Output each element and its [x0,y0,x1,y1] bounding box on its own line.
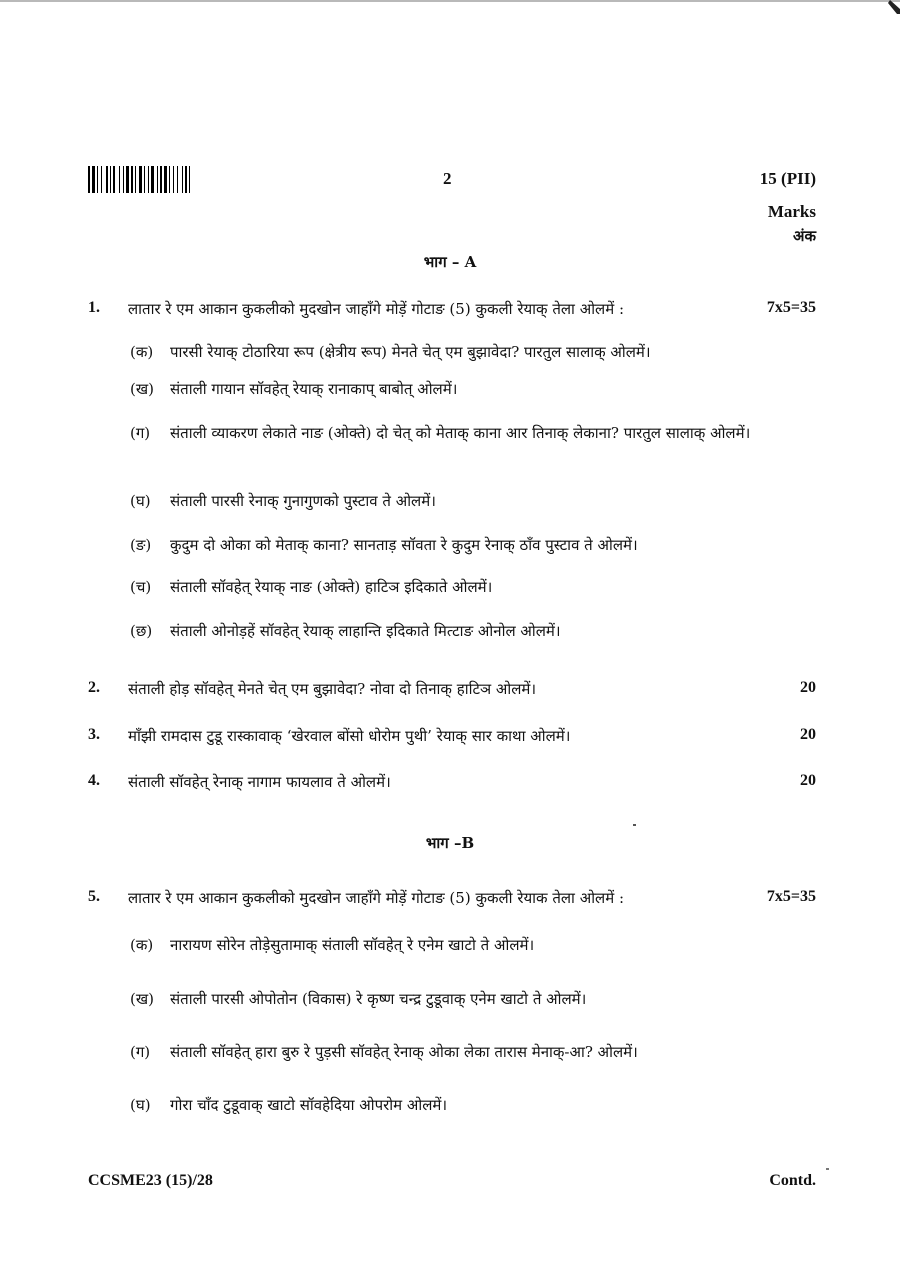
question-number: 4. [88,772,100,789]
subquestion-5-kha [130,984,820,1014]
question-number: 1. [88,299,100,316]
subquestion-label: (क) [130,936,154,954]
subquestion-1-cha [130,572,820,602]
top-border-line [0,0,900,2]
subquestion-label: (घ) [130,1096,151,1114]
subquestion-label: (ग) [130,1043,151,1061]
subquestion-text: गोरा चाँद टुडूवाक् खाटो सॉवहेदिया ओपरोम ओलमें। [170,1096,448,1114]
subquestion-text: संताली सॉवहेत् हारा बुरु रे पुड़सी सॉवहेत् रेनाक् ओका लेका तारास मेनाक्-आ? ओलमें। [170,1043,638,1061]
section-a-title: भाग – A [423,253,477,271]
subquestion-label: (ख) [130,990,154,1008]
question-marks: 20 [800,772,816,789]
question-marks: 20 [800,726,816,743]
question-marks: 7x5=35 [766,888,816,905]
subquestion-label: (ग) [130,424,151,442]
question-marks: 20 [800,679,816,696]
question-marks: 7x5=35 [766,299,816,316]
subquestion-5-gha [130,1090,820,1120]
paper-code: 15 (PII) [759,169,816,188]
question-3 [0,726,900,754]
subquestion-text: कुदुम दो ओका को मेताक् काना? सानताड़ सॉवता रे कुदुम रेनाक् ठाँव पुस्टाव ते ओलमें। [170,536,638,554]
question-number: 5. [88,888,100,905]
subquestion-label: (क) [130,343,154,361]
subquestion-1-chha [130,616,820,646]
subquestion-1-ka [130,337,820,367]
subquestion-label: (ख) [130,380,154,398]
footer-code: CCSME23 (15)/28 [88,1172,213,1189]
speck [633,824,636,826]
subquestion-1-ga [130,418,820,448]
subquestion-text: संताली सॉवहेत् रेयाक् नाङ (ओक्ते) हाटिञ इदिकाते ओलमें। [170,578,493,596]
question-5 [0,888,900,916]
marks-label-hindi: अंक [793,227,816,245]
speck [826,1168,829,1170]
section-b-title: भाग –B [425,834,475,852]
page-number: 2 [443,169,452,188]
question-number: 2. [88,679,100,696]
subquestion-text: पारसी रेयाक् टोठारिया रूप (क्षेत्रीय रूप) मेनते चेत् एम बुझावेदा? पारतुल सालाक् ओलमें। [170,343,651,361]
continued-label: Contd. [769,1172,816,1189]
subquestion-text: नारायण सोरेन तोड़ेसुतामाक् संताली सॉवहेत् रे एनेम खाटो ते ओलमें। [170,936,535,954]
corner-mark [888,0,900,14]
subquestion-1-nga [130,530,820,560]
subquestion-5-ka [130,930,820,960]
subquestion-text: संताली व्याकरण लेकाते नाङ (ओक्ते) दो चेत् को मेताक् काना आर तिनाक् लेकाना? पारतुल सालाक् ओलमें। [170,424,751,442]
question-1 [0,299,900,327]
subquestion-text: संताली गायान सॉवहेत् रेयाक् रानाकाप् बाबोत् ओलमें। [170,380,458,398]
barcode [88,166,273,193]
question-text: संताली सॉवहेत् रेनाक् नागाम फायलाव ते ओलमें। [128,773,391,791]
question-number: 3. [88,726,100,743]
question-2 [0,679,900,707]
subquestion-text: संताली ओनोड़हें सॉवहेत् रेयाक् लाहान्ति इदिकाते मित्टाङ ओनोल ओलमें। [170,622,561,640]
subquestion-label: (ङ) [130,536,152,554]
subquestion-5-ga [130,1037,820,1067]
subquestion-label: (च) [130,578,152,596]
subquestion-text: संताली पारसी रेनाक् गुनागुणको पुस्टाव ते ओलमें। [170,492,436,510]
subquestion-1-gha [130,486,820,516]
marks-label-english: Marks [767,202,816,221]
question-text: लातार रे एम आकान कुकलीको मुदखोन जाहाँगे मोड़ें गोटाङ (5) कुकली रेयाक तेला ओलमें : [128,889,625,907]
subquestion-text: संताली पारसी ओपोतोन (विकास) रे कृष्ण चन्द्र टुडूवाक् एनेम खाटो ते ओलमें। [170,990,587,1008]
question-text: लातार रे एम आकान कुकलीको मुदखोन जाहाँगे मोड़ें गोटाङ (5) कुकली रेयाक् तेला ओलमें : [128,300,625,318]
subquestion-1-kha [130,374,820,404]
question-4 [0,772,900,800]
subquestion-label: (छ) [130,622,153,640]
question-text: संताली होड़ सॉवहेत् मेनते चेत् एम बुझावेदा? नोवा दो तिनाक् हाटिञ ओलमें। [128,680,537,698]
question-text: माँझी रामदास टुडू रास्कावाक् ‘खेरवाल बोंसो धोरोम पुथी’ रेयाक् सार काथा ओलमें। [128,727,571,745]
subquestion-label: (घ) [130,492,151,510]
